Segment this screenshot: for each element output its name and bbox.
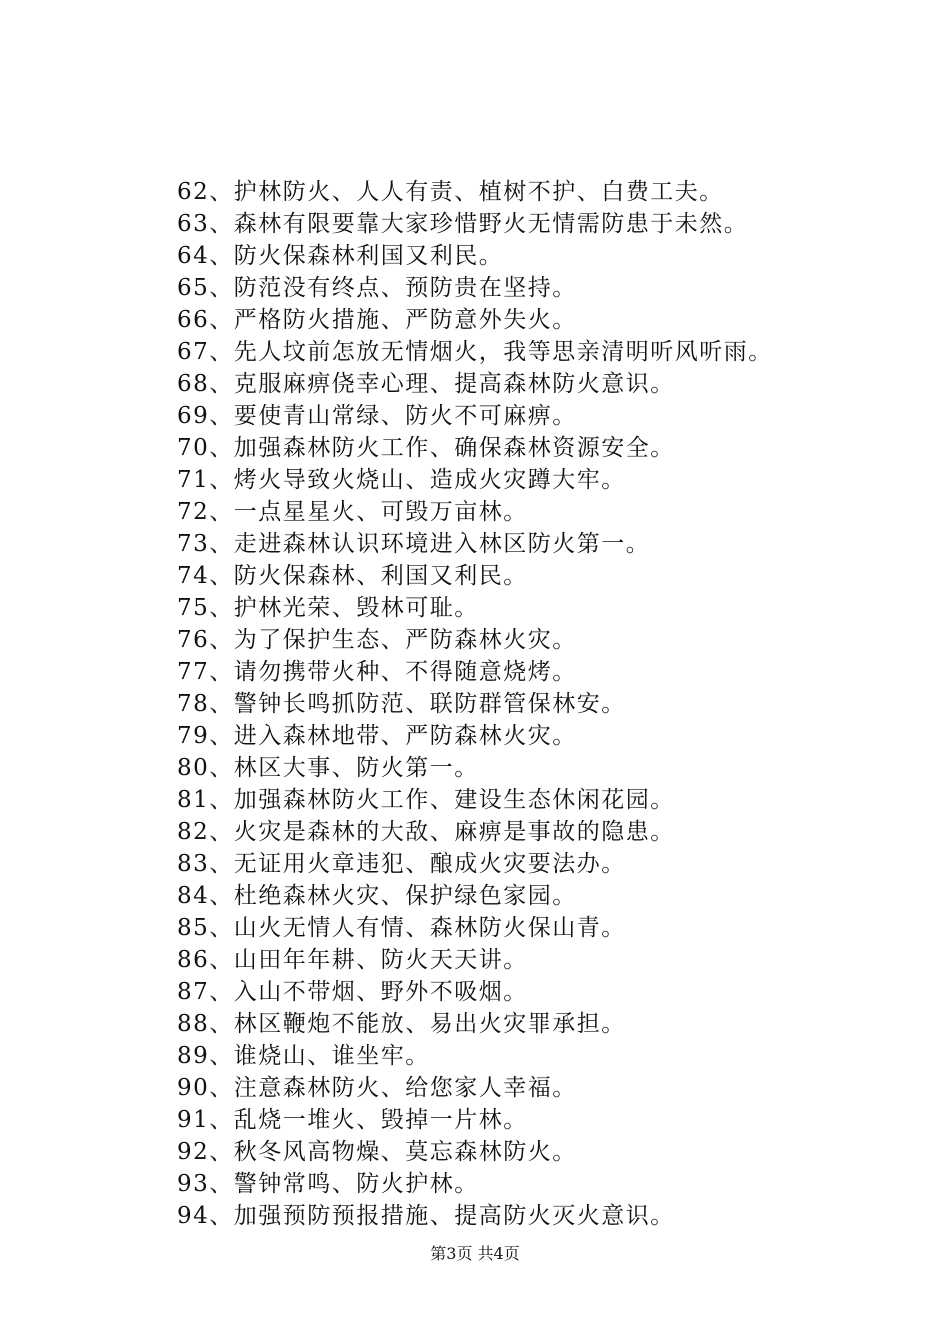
list-item: 84、杜绝森林火灾、保护绿色家园。	[177, 883, 577, 909]
list-item: 75、护林光荣、毁林可耻。	[177, 595, 479, 621]
list-item: 86、山田年年耕、防火天天讲。	[177, 947, 528, 973]
list-item: 94、加强预防预报措施、提高防火灭火意识。	[177, 1203, 675, 1229]
list-item: 64、防火保森林利国又利民。	[177, 243, 504, 269]
list-item: 63、森林有限要靠大家珍惜野火无情需防患于未然。	[177, 211, 749, 237]
list-item: 65、防范没有终点、预防贵在坚持。	[177, 275, 577, 301]
list-item: 66、严格防火措施、严防意外失火。	[177, 307, 577, 333]
list-item: 76、为了保护生态、严防森林火灾。	[177, 627, 577, 653]
list-item: 88、林区鞭炮不能放、易出火灾罪承担。	[177, 1011, 626, 1037]
page-footer: 第3页 共4页	[430, 1244, 520, 1263]
list-item: 67、先人坟前怎放无情烟火，我等思亲清明听风听雨。	[177, 339, 773, 365]
list-item: 74、防火保森林、利国又利民。	[177, 563, 528, 589]
list-item: 91、乱烧一堆火、毁掉一片林。	[177, 1107, 528, 1133]
list-item: 72、一点星星火、可毁万亩林。	[177, 499, 528, 525]
list-item: 81、加强森林防火工作、建设生态休闲花园。	[177, 787, 675, 813]
list-item: 62、护林防火、人人有责、植树不护、白费工夫。	[177, 179, 724, 205]
list-item: 82、火灾是森林的大敌、麻痹是事故的隐患。	[177, 819, 675, 845]
list-item: 71、烤火导致火烧山、造成火灾蹲大牢。	[177, 467, 626, 493]
list-item: 87、入山不带烟、野外不吸烟。	[177, 979, 528, 1005]
list-item: 70、加强森林防火工作、确保森林资源安全。	[177, 435, 675, 461]
list-item: 78、警钟长鸣抓防范、联防群管保林安。	[177, 691, 626, 717]
list-item: 73、走进森林认识环境进入林区防火第一。	[177, 531, 651, 557]
list-item: 90、注意森林防火、给您家人幸福。	[177, 1075, 577, 1101]
list-item: 92、秋冬风高物燥、莫忘森林防火。	[177, 1139, 577, 1165]
list-item: 68、克服麻痹侥幸心理、提高森林防火意识。	[177, 371, 675, 397]
list-item: 89、谁烧山、谁坐牢。	[177, 1043, 430, 1069]
list-item: 77、请勿携带火种、不得随意烧烤。	[177, 659, 577, 685]
list-item: 79、进入森林地带、严防森林火灾。	[177, 723, 577, 749]
list-item: 80、林区大事、防火第一。	[177, 755, 479, 781]
list-item: 69、要使青山常绿、防火不可麻痹。	[177, 403, 577, 429]
list-item: 83、无证用火章违犯、酿成火灾要法办。	[177, 851, 626, 877]
list-item: 85、山火无情人有情、森林防火保山青。	[177, 915, 626, 941]
slogan-list	[177, 176, 877, 1232]
list-item: 93、警钟常鸣、防火护林。	[177, 1171, 479, 1197]
